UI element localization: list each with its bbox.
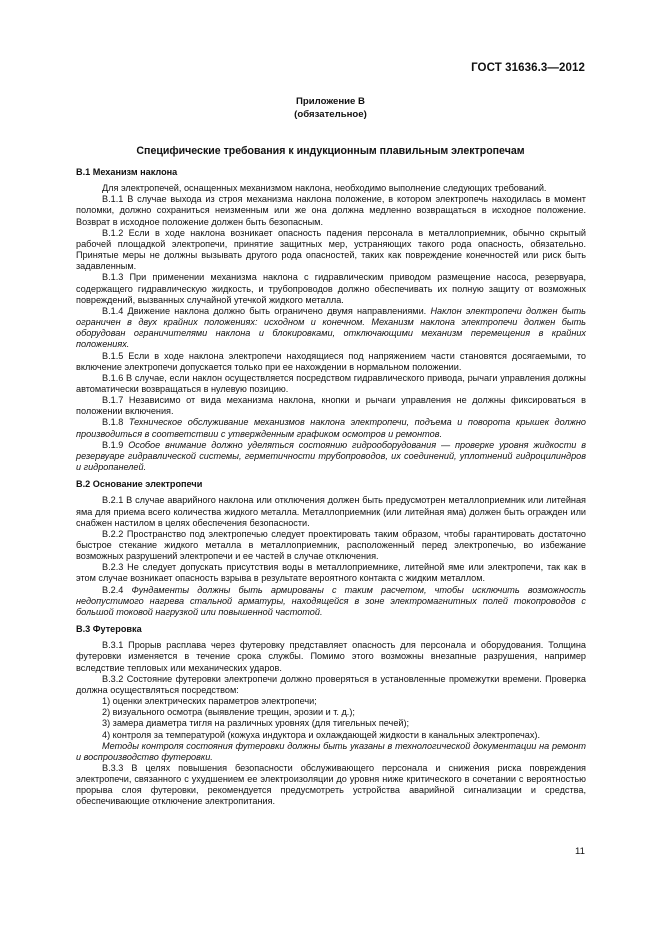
paragraph: В.3.1 Прорыв расплава через футеровку представляет опасность для персонала и оборудования. Толщина футеровки изменяется в течение срока службы. Помимо этого возможны внезапные разрушения, например вследствие тепловых или механических ударов.	[76, 640, 586, 673]
paragraph: В.1.7 Независимо от вида механизма наклона, кнопки и рычаги управления не должны фиксироваться в положении включения.	[76, 395, 586, 417]
paragraph-text: В.2.4	[102, 584, 132, 595]
paragraph	[76, 306, 586, 351]
paragraph-italic-text: Техническое обслуживание механизмов наклона электропечи, подъема и поворота крышек должно производиться в соответствии с утвержденным графиком осмотров и ремонтов.	[76, 417, 586, 439]
standard-number: ГОСТ 31636.3—2012	[471, 62, 585, 74]
paragraph: В.3.2 Состояние футеровки электропечи должно проверяться в установленные промежутки времени. Проверка должна осуществляться посредством:	[76, 673, 586, 695]
paragraph: В.1.5 Если в ходе наклона электропечи находящиеся под напряжением части становятся досягаемыми, то включение электропечи допускается только при ее нахождении в нормальном положении.	[76, 350, 586, 372]
paragraph-text: В.1.9	[102, 439, 129, 450]
paragraph	[76, 585, 586, 618]
annex-status: (обязательное)	[294, 109, 367, 120]
paragraph	[76, 417, 586, 439]
paragraph-text: В.1.8	[102, 417, 129, 428]
paragraph: В.2.1 В случае аварийного наклона или отключения должен быть предусмотрен металлоприемник или литейная яма для приема всего количества жидкого металла. Металлоприемник (или литейная яма) должен быть огражден или снабжен настилом в целях обеспечения безопасности.	[76, 495, 586, 528]
paragraph: В.3.3 В целях повышения безопасности обслуживающего персонала и снижения риска повреждения электропечи, связанного с ухудшением ее электроизоляции до уровня ниже критического в сочетании с вероятностью прорыва слоя футеровки, рекомендуется предусмотреть устройства аварийной сигнализации и средства, обеспечивающие отключение электропитания.	[76, 762, 586, 807]
section-heading-b1: В.1 Механизм наклона	[76, 167, 178, 177]
list-item: 2) визуального осмотра (выявление трещин, эрозии и т. д.);	[102, 707, 355, 718]
paragraph-italic-text: Наклон электропечи должен быть ограничен в двух крайних положениях: исходном и конечном. Механизм наклона электропечи должен быть оборудован ограничителями наклона и блокировками, отключающими механизм перемещения в крайних положениях.	[76, 305, 586, 350]
paragraph-italic-text: Особое внимание должно уделяться состоянию гидрооборудования — проверке уровня жидкости в резервуаре гидравлической системы, герметичности трубопроводов, их соединений, уплотнений гидроцилиндров и гидропанелей.	[76, 439, 587, 473]
paragraph	[76, 440, 586, 473]
paragraph-italic-text: Фундаменты должны быть армированы с таким расчетом, чтобы исключить возможность недопустимого нагрева стальной арматуры, находящейся в зоне электромагнитных полей токопроводов с большой токовой нагрузкой или повышенной частотой.	[76, 584, 586, 617]
list-item: 4) контроля за температурой (кожуха индуктора и охлаждающей жидкости в канальных электропечах).	[102, 729, 540, 740]
page-number: 11	[575, 846, 585, 857]
paragraph: В.2.2 Пространство под электропечью следует проектировать таким образом, чтобы гарантировать достаточно быстрое стекание жидкого металла в металлоприемник, расположенный перед электропечью, во избежание возможных разрушений электропечи и ее частей в случае отключения.	[76, 528, 586, 562]
annex-label: Приложение В	[296, 96, 365, 107]
paragraph: Для электропечей, оснащенных механизмом наклона, необходимо выполнение следующих требований.	[102, 183, 547, 194]
italic-note: Методы контроля состояния футеровки должны быть указаны в технологической документации на ремонт и воспроизводство футеровки.	[76, 740, 586, 762]
paragraph: В.1.6 В случае, если наклон осуществляется посредством гидравлического привода, рычаги управления должны автоматически возвращаться в нулевую позицию.	[76, 372, 586, 394]
list-item: 1) оценки электрических параметров электропечи;	[102, 696, 317, 707]
document-title: Специфические требования к индукционным плавильным электропечам	[136, 145, 525, 157]
paragraph: В.1.3 При применении механизма наклона с гидравлическим приводом размещение насоса, резервуара, содержащего гидравлическую жидкость, и трубопроводов должно обеспечивать их полную защиту от возможных повреждений, вызванных случайной утечкой жидкого металла.	[76, 272, 586, 305]
list-item: 3) замера диаметра тигля на различных уровнях (для тигельных печей);	[102, 718, 410, 729]
section-heading-b2: В.2 Основание электропечи	[76, 479, 203, 490]
paragraph: В.2.3 Не следует допускать присутствия воды в металлоприемнике, литейной яме или электропечи, так как в этом случае возникает опасность взрыва в результате вероятного контакта с жидким металлом.	[76, 562, 586, 584]
document-body	[76, 167, 586, 808]
section-heading-b3: В.3 Футеровка	[76, 624, 142, 635]
paragraph-text: В.1.4 Движение наклона должно быть ограничено двумя направлениями.	[102, 305, 431, 316]
paragraph: В.1.1 В случае выхода из строя механизма наклона положение, в котором электропечь находилась в момент поломки, должно сохраниться неизменным или же она должна медленно возвращаться в исходное положение. Возврат в исходное положение должен быть безопасным.	[76, 194, 586, 227]
paragraph: В.1.2 Если в ходе наклона возникает опасность падения персонала в металлоприемник, обычно скрытый рабочей площадкой электропечи, принятие защитных мер, устраняющих такого рода опасность, обязательно. Принятые меры не должны вызывать другого рода опасностей, таких как повреждение конечностей или риск быть задавленным.	[76, 227, 586, 272]
